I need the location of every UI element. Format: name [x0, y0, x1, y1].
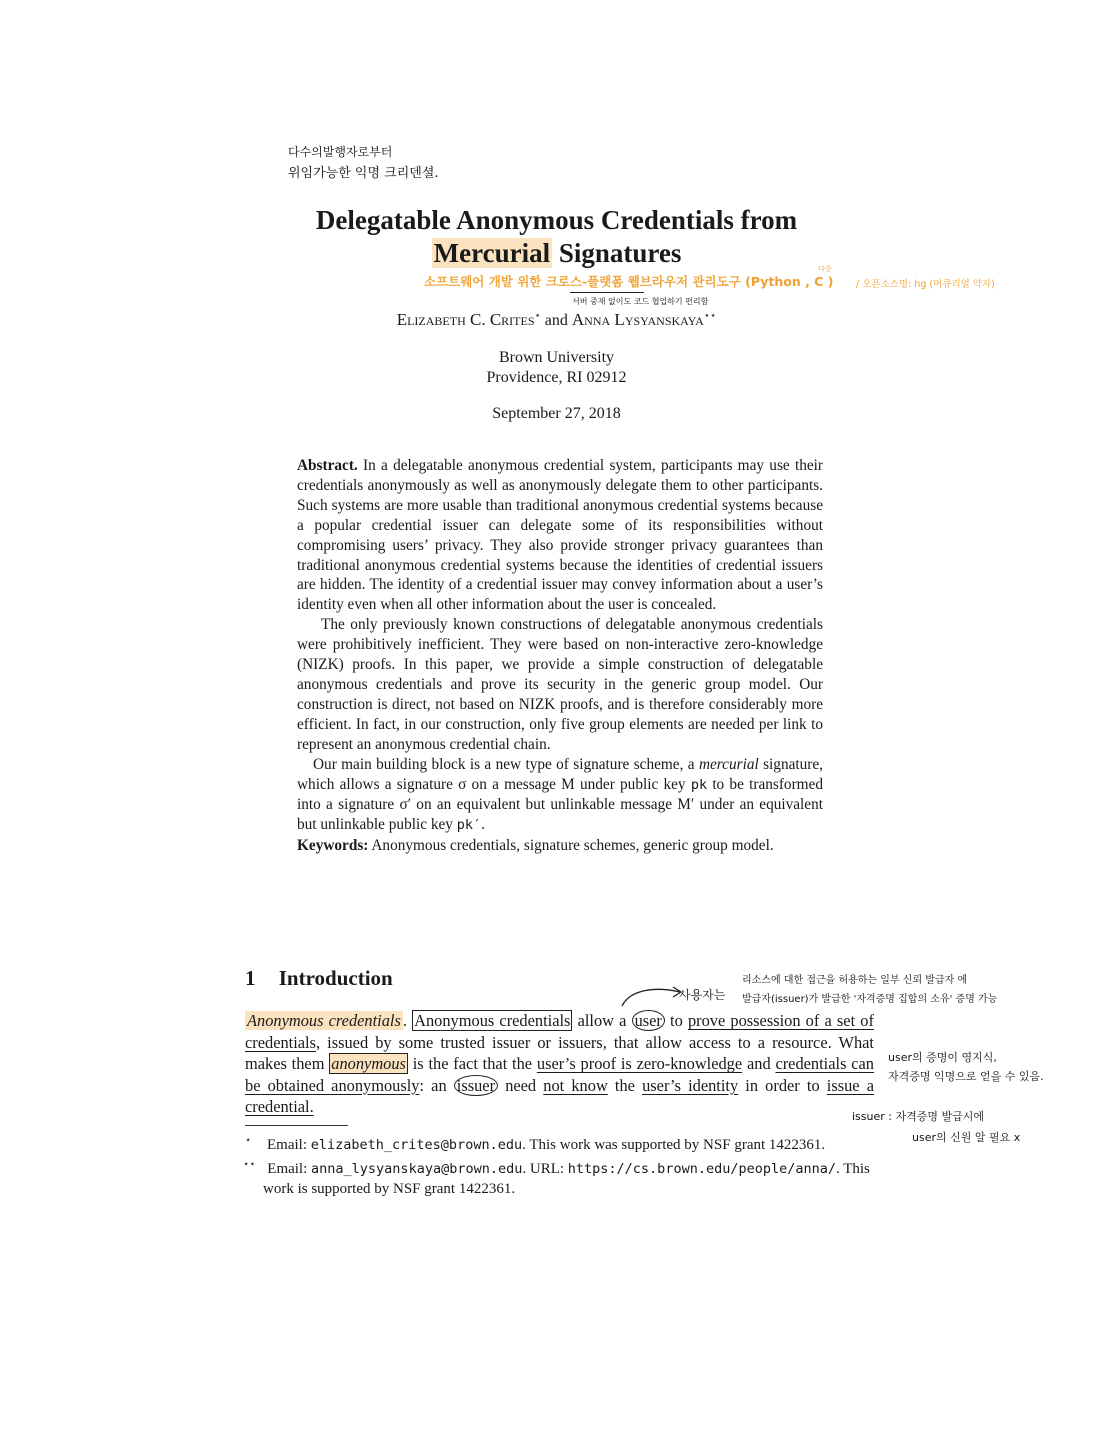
handwritten-note-line: 다수의발행자로부터 — [288, 145, 393, 159]
footnote — [245, 1131, 877, 1155]
intro-text: What makes them — [245, 1032, 874, 1074]
abstract — [297, 456, 823, 856]
handwritten-note-line: 자격증명 익명으로 얻을 수 있음. — [888, 1070, 1044, 1083]
handwritten-note-line: 위임가능한 익명 크리덴셜. — [288, 166, 439, 181]
section-heading — [245, 966, 393, 991]
abstract-italic: mercurial — [698, 755, 759, 773]
intro-text: : an — [419, 1075, 447, 1095]
intro-text: to — [670, 1011, 683, 1030]
handwritten-note-line: issuer : 자격증명 발급시에 — [852, 1110, 984, 1123]
abstract-paragraph — [297, 755, 823, 837]
title-line-1: Delegatable Anonymous Credentials from — [315, 205, 798, 235]
footnote-mark: ⋆⋆ — [243, 1159, 256, 1170]
intro-text: , issued by some trusted issuer or issuers, that allow access to a resource. — [316, 1032, 832, 1052]
paper-date: September 27, 2018 — [492, 405, 621, 422]
footnote-text: . This work was supported by NSF grant 1422361. — [522, 1137, 826, 1153]
intro-text: is the fact that the — [412, 1054, 533, 1074]
footnote-url-link[interactable]: https://cs.brown.edu/people/anna/ — [567, 1161, 836, 1177]
section-number: 1 — [245, 966, 256, 990]
handwritten-note-line: user의 신원 알 필요 x — [912, 1131, 1021, 1144]
abstract-label: Abstract. — [297, 457, 358, 474]
footnote-text: . This work is supported by NSF grant 1422361. — [263, 1161, 870, 1197]
handwritten-note-user: 사용자는 — [679, 988, 726, 1002]
intro-text: and — [746, 1054, 771, 1074]
footnote-text: Email: — [267, 1161, 308, 1177]
author-name: Elizabeth C. Crites — [396, 310, 535, 329]
title-word: Signatures — [558, 238, 682, 268]
intro-boxed-term: Anonymous credentials — [414, 1011, 571, 1030]
author-name: Anna Lysyanskaya — [571, 310, 704, 329]
orange-note-underline — [570, 292, 644, 293]
intro-boxed-highlighted-term: anonymous — [331, 1054, 406, 1074]
footnote-mark: ⋆ — [534, 310, 541, 322]
handwritten-note-side — [888, 1048, 1044, 1086]
intro-underlined-text: credentials can be obtained anonymously — [245, 1054, 874, 1095]
intro-underlined-text: issue a credential. — [245, 1075, 874, 1117]
intro-circled-word: user — [632, 1010, 665, 1031]
orange-note-right: / 오픈소스명: hg (머큐리얼 약자) — [856, 279, 995, 290]
authors — [0, 310, 1113, 330]
handwritten-note-orange — [424, 272, 833, 290]
handwritten-note-line: 리소스에 대한 접근을 허용하는 일부 신뢰 발급자 에 — [742, 975, 968, 986]
intro-text: the — [614, 1075, 635, 1095]
handwritten-note-issuer — [852, 1106, 1020, 1148]
intro-underlined-text: user’s identity — [642, 1075, 739, 1095]
keywords-label: Keywords: — [297, 837, 369, 855]
footnote-email-link[interactable]: anna_lysyanskaya@brown.edu — [311, 1161, 523, 1177]
intro-text: allow a — [577, 1011, 627, 1030]
footnote-text: . URL: — [522, 1161, 565, 1177]
intro-text: need — [505, 1075, 537, 1095]
paper-title — [0, 204, 1113, 270]
title-highlighted-word: Mercurial — [433, 238, 551, 268]
abstract-code: pk′ — [456, 817, 482, 834]
abstract-text: Our main building block is a new type of signature scheme, a — [313, 755, 695, 773]
intro-text: in order to — [745, 1075, 820, 1095]
affiliation — [0, 348, 1113, 388]
intro-text: . — [402, 1011, 407, 1030]
handwritten-note-top — [288, 141, 439, 185]
abstract-text: signature, which allows a signature σ on a message M under public key — [297, 755, 823, 793]
abstract-code: pk — [690, 776, 708, 793]
affiliation-line: Providence, RI 02912 — [486, 369, 627, 386]
intro-highlighted-term: Anonymous credentials — [247, 1011, 401, 1030]
keywords — [297, 836, 823, 856]
abstract-text: . — [481, 816, 485, 834]
abstract-text: In a delegatable anonymous credential system, participants may use their credentials anonymously as well as anonymously delegate them to other participants. Such systems are more usable than traditional anonymous credential systems because a popular credential issuer can delegate some of its responsibilities without compromising users’ privacy. They also provide stronger privacy guarantees than traditional anonymous credential systems because the identities of credential issuers are hidden. The identity of a credential issuer may convey information about a user’s identity even when all other information about the user is concealed. — [297, 457, 823, 614]
intro-circled-word: issuer — [454, 1075, 498, 1096]
intro-underlined-text: prove possession of a set of credentials — [245, 1011, 874, 1052]
footnote — [245, 1155, 877, 1199]
footnote-divider — [245, 1125, 348, 1126]
footnote-text: Email: — [267, 1137, 308, 1153]
handwritten-arrow-icon — [618, 984, 688, 1010]
section-title: Introduction — [278, 966, 393, 990]
authors-and: and — [544, 312, 568, 329]
handwritten-note-small: 서버 중재 없이도 코드 협업하기 편리함 — [572, 297, 709, 306]
affiliation-line: Brown University — [498, 349, 615, 366]
footnotes — [245, 1131, 877, 1199]
footnote-mark: ⋆⋆ — [703, 310, 717, 322]
abstract-text: to be transformed into a signature σ′ on an equivalent but unlinkable message M′ under an equivalent but unlinkable public key — [297, 775, 824, 834]
handwritten-note-line: 발급자(issuer)가 발급한 '자격증명 집합의 소유' 증명 가능 — [742, 994, 998, 1005]
intro-underlined-text: user’s proof is zero-knowledge — [536, 1054, 743, 1074]
orange-note-text: 소프트웨어 개발 위한 크로스-플랫폼 웹브라우저 관리도구 (Python , C ) — [424, 274, 834, 289]
handwritten-note-line: user의 증명이 영지식, — [888, 1051, 997, 1064]
footnote-mark: ⋆ — [245, 1135, 252, 1146]
intro-underlined-text: not know — [543, 1075, 608, 1095]
handwritten-note-intro-top — [742, 971, 997, 1009]
abstract-paragraph — [297, 456, 823, 615]
footnote-email-link[interactable]: elizabeth_crites@brown.edu — [310, 1137, 523, 1153]
orange-note-superscript: 다중 — [818, 265, 832, 273]
title-line-2 — [0, 237, 1113, 270]
abstract-paragraph: The only previously known constructions of delegatable anonymous credentials were prohibitively inefficient. They were based on non-interactive zero-knowledge (NIZK) proofs. In this paper, we provide a simple construction of delegatable anonymous credentials and prove its security in the generic group model. Our construction is direct, not based on NIZK proofs, and is therefore considerably more efficient. In fact, in our construction, only five group elements are needed per link to represent an anonymous credential chain. — [297, 616, 823, 753]
keywords-text: Anonymous credentials, signature schemes, generic group model. — [371, 837, 774, 855]
intro-paragraph — [245, 1010, 874, 1118]
